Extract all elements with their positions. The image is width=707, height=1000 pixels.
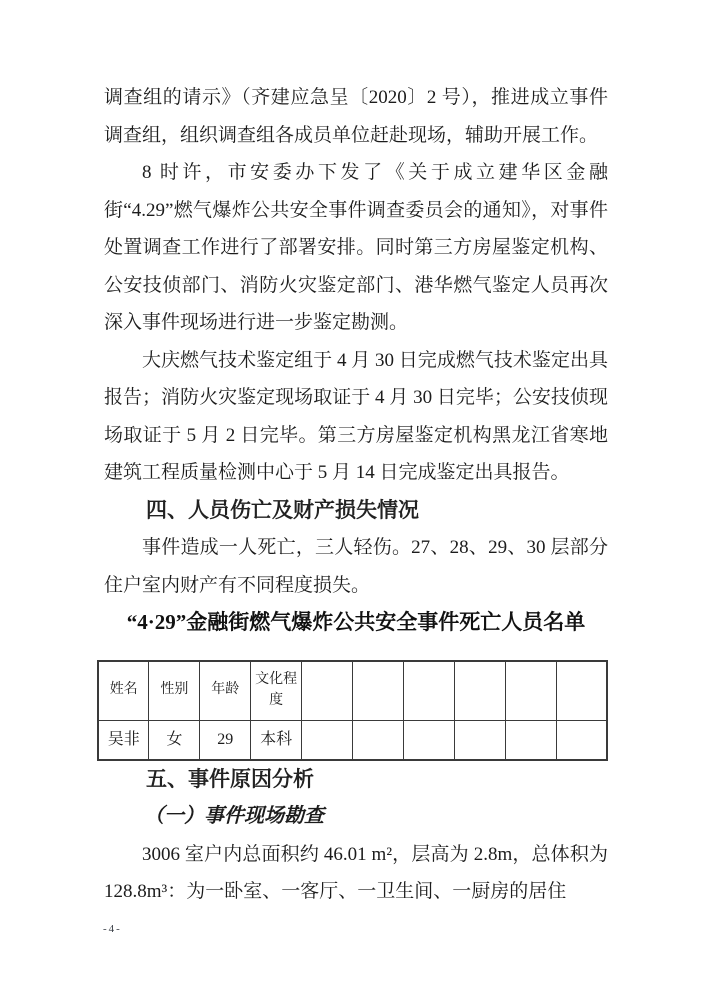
section-heading-casualties: 四、人员伤亡及财产损失情况 (146, 498, 419, 522)
data-cell-empty-2 (352, 720, 403, 760)
header-cell-age: 年龄 (200, 661, 251, 721)
data-cell-name: 吴非 (98, 720, 149, 760)
header-cell-empty-3 (403, 661, 454, 721)
casualty-table-title: “4·29”金融街燃气爆炸公共安全事件死亡人员名单 (126, 610, 586, 634)
table-data-row (98, 720, 607, 760)
page-number: -4- (103, 923, 122, 935)
header-cell-empty-4 (454, 661, 505, 721)
header-cell-empty-2 (352, 661, 403, 721)
data-cell-empty-1 (302, 720, 353, 760)
header-cell-empty-6 (556, 661, 607, 721)
paragraph-committee-notice: 8 时许，市安委办下发了《关于成立建华区金融街“4.29”燃气爆炸公共安全事件调查委员会的通知》，对事件处置调查工作进行了部署安排。同时第三方房屋鉴定机构、公安技侦部门、消防火灾鉴定部门、港华燃气鉴定人员再次深入事件现场进行进一步鉴定勘测。 (104, 162, 608, 333)
casualty-table (97, 660, 608, 761)
data-cell-gender: 女 (149, 720, 200, 760)
data-cell-empty-3 (403, 720, 454, 760)
data-cell-age: 29 (200, 720, 251, 760)
paragraph-apartment-details: 3006 室户内总面积约 46.01 m²，层高为 2.8m，总体积为 128.8m³：为一卧室、一客厅、一卫生间、一厨房的居住 (104, 843, 608, 902)
table-header-row (98, 661, 607, 721)
header-cell-education: 文化程度 (251, 661, 302, 721)
document-content (104, 79, 608, 911)
data-cell-empty-4 (454, 720, 505, 760)
header-cell-empty-1 (302, 661, 353, 721)
data-cell-education: 本科 (251, 720, 302, 760)
header-cell-gender: 性别 (149, 661, 200, 721)
data-cell-empty-6 (556, 720, 607, 760)
section-heading-cause-analysis: 五、事件原因分析 (146, 767, 314, 791)
paragraph-appraisal-reports: 大庆燃气技术鉴定组于 4 月 30 日完成燃气技术鉴定出具报告；消防火灾鉴定现场取证于 4 月 30 日完毕；公安技侦现场取证于 5 月 2 日完毕。第三方房屋鉴定机构黑龙江省寒地建筑工程质量检测中心于 5 月 14 日完成鉴定出具报告。 (104, 349, 608, 483)
header-cell-name: 姓名 (98, 661, 149, 721)
paragraph-continuation: 调查组的请示》（齐建应急呈〔2020〕2 号），推进成立事件调查组，组织调查组各成员单位赶赴现场，辅助开展工作。 (104, 87, 608, 146)
subsection-heading-site-survey: （一）事件现场勘查 (144, 805, 324, 827)
header-cell-empty-5 (505, 661, 556, 721)
paragraph-casualty-summary: 事件造成一人死亡，三人轻伤。27、28、29、30 层部分住户室内财产有不同程度损失。 (104, 537, 608, 596)
data-cell-empty-5 (505, 720, 556, 760)
